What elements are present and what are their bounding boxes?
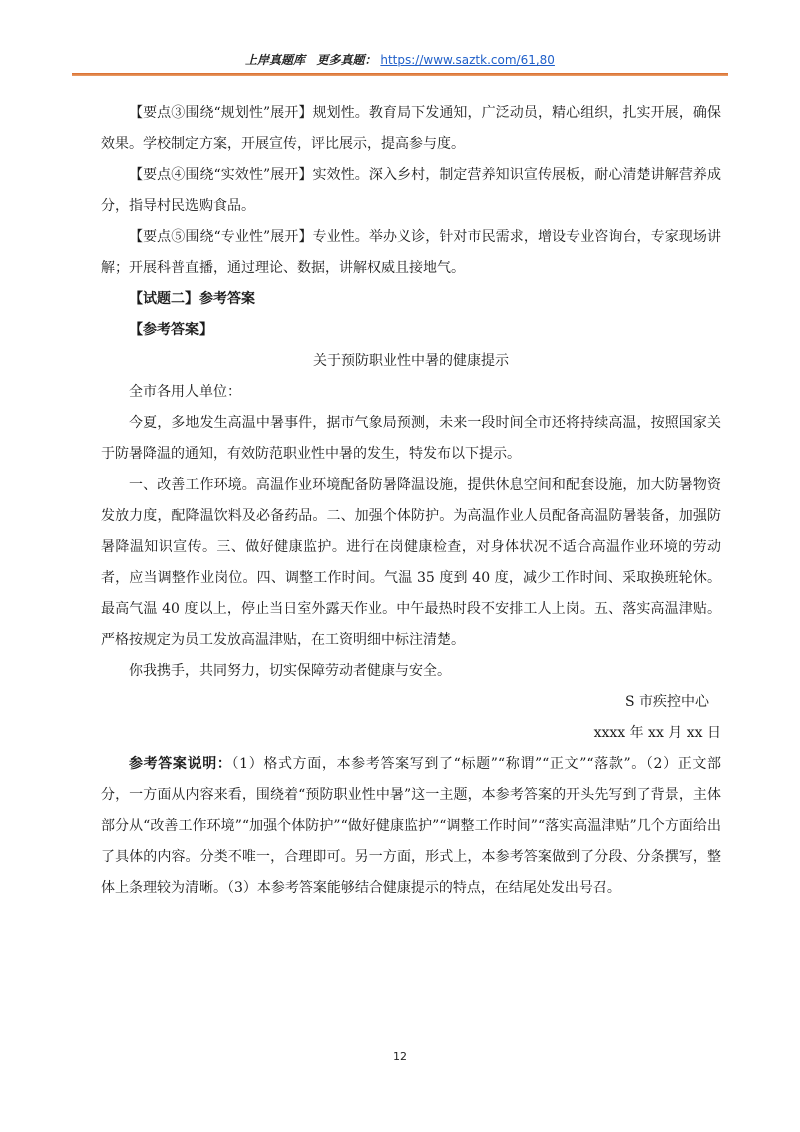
- point-4: 【要点④围绕“实效性”展开】实效性。深入乡村，制定营养知识宣传展板，耐心清楚讲解营养成分，指导村民选购食品。: [101, 167, 721, 214]
- page-content: [101, 98, 721, 904]
- doc-closing: 你我携手，共同努力，切实保障劳动者健康与安全。: [129, 663, 451, 679]
- page-number: 12: [393, 1050, 407, 1063]
- doc-signature: S 市疾控中心: [624, 694, 709, 710]
- answer-label: 【参考答案】: [129, 322, 213, 338]
- section-title: 【试题二】参考答案: [129, 291, 255, 307]
- doc-para-1: 今夏，多地发生高温中暑事件，据市气象局预测，未来一段时间全市还将持续高温，按照国家关于防暑降温的通知，有效防范职业性中暑的发生，特发布以下提示。: [101, 415, 721, 462]
- doc-date: xxxx 年 xx 月 xx 日: [593, 725, 721, 741]
- note-text: （1）格式方面，本参考答案写到了“标题”“称谓”“正文”“落款”。（2）正文部分，一方面从内容来看，围绕着“预防职业性中暑”这一主题，本参考答案的开头先写到了背景，主体部分从“改善工作环境”“加强个体防护”“做好健康监护”“调整工作时间”“落实高温津贴”几个方面给出了具体的内容。分类不唯一，合理即可。另一方面，形式上，本参考答案做到了分段、分条撰写，整体上条理较为清晰。（3）本参考答案能够结合健康提示的特点，在结尾处发出号召。: [101, 756, 722, 896]
- doc-salutation: 全市各用人单位：: [129, 384, 241, 400]
- header-sep: 更多真题：: [316, 53, 377, 67]
- doc-para-2: 一、改善工作环境。高温作业环境配备防暑降温设施，提供休息空间和配套设施，加大防暑物资发放力度，配降温饮料及必备药品。二、加强个体防护。为高温作业人员配备高温防暑装备，加强防暑降温知识宣传。三、做好健康监护。进行在岗健康检查，对身体状况不适合高温作业环境的劳动者，应当调整作业岗位。四、调整工作时间。气温 35 度到 40 度，减少工作时间、采取换班轮休。最高气温 40 度以上，停止当日室外露天作业。中午最热时段不安排工人上岗。五、落实高温津贴。严格按规定为员工发放高温津贴，在工资明细中标注清楚。: [101, 477, 721, 648]
- answer-note: [101, 749, 721, 904]
- header-brand: 上岸真题库: [245, 53, 306, 67]
- page-header: [0, 52, 800, 68]
- doc-title: 关于预防职业性中暑的健康提示: [313, 353, 509, 369]
- note-label: 参考答案说明：: [129, 756, 232, 772]
- header-link[interactable]: https://www.saztk.com/61,80: [380, 53, 555, 67]
- point-3: 【要点③围绕“规划性”展开】规划性。教育局下发通知，广泛动员，精心组织，扎实开展，确保效果。学校制定方案，开展宣传，评比展示，提高参与度。: [101, 105, 721, 152]
- point-5: 【要点⑤围绕“专业性”展开】专业性。举办义诊，针对市民需求，增设专业咨询台，专家现场讲解；开展科普直播，通过理论、数据，讲解权威且接地气。: [101, 229, 721, 276]
- header-divider: [72, 73, 728, 76]
